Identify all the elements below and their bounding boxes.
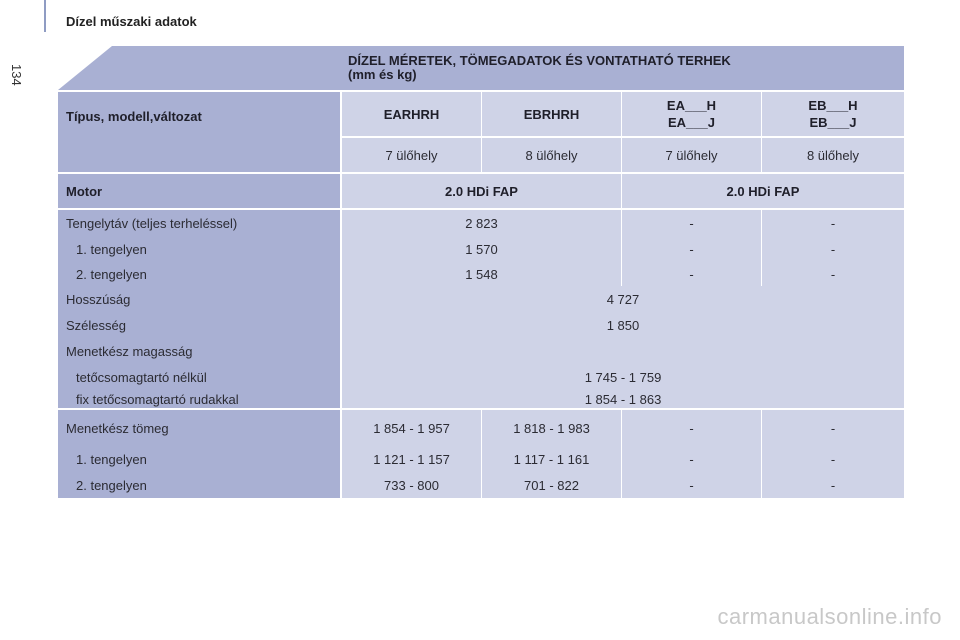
table-title-line1: DÍZEL MÉRETEK, TÖMEGADATOK ÉS VONTATHATÓ TERHEK <box>348 53 731 68</box>
width-label: Szélesség <box>58 312 340 338</box>
seats-1: 7 ülőhely <box>342 138 481 172</box>
wheelbase-axle1-v4: - <box>762 236 904 262</box>
column-divider <box>621 410 622 498</box>
table-title-line2: (mm és kg) <box>348 67 417 82</box>
variant-3-line2: EA___J <box>668 115 715 130</box>
column-divider <box>761 210 762 286</box>
wheelbase-axle1-v3: - <box>622 236 761 262</box>
length-label: Hosszúság <box>58 286 340 312</box>
column-divider <box>481 410 482 498</box>
section-title: Dízel műszaki adatok <box>66 14 197 29</box>
height-no-rack-label: tetőcsomagtartó nélkül <box>58 364 340 390</box>
type-model-label <box>58 92 340 172</box>
wheelbase-axle2-value: 1 548 <box>342 262 621 286</box>
variant-2-line1: EBRHRH <box>523 106 580 122</box>
weight-axle1-3: - <box>622 446 761 472</box>
column-divider <box>761 410 762 498</box>
weight-axle1-label: 1. tengelyen <box>58 446 340 472</box>
weight-label: Menetkész tömeg <box>58 410 340 446</box>
wheelbase-axle2-v3: - <box>622 262 761 286</box>
variant-4-line1: EB___H <box>808 98 858 113</box>
variant-1-line1: EARHRH <box>383 106 440 122</box>
variant-3 <box>622 92 761 136</box>
engine-label: Motor <box>58 174 340 208</box>
watermark: carmanualsonline.info <box>717 604 942 629</box>
page-number: 134 <box>9 64 24 86</box>
column-divider <box>621 92 622 286</box>
variant-4 <box>762 92 904 136</box>
height-no-rack-value: 1 745 - 1 759 <box>342 364 904 390</box>
weight-axle1-1: 1 121 - 1 157 <box>342 446 481 472</box>
wheelbase-axle1-value: 1 570 <box>342 236 621 262</box>
seats-4: 8 ülőhely <box>762 138 904 172</box>
type-model-label-part1: Típus, modell, <box>66 109 154 124</box>
variant-2 <box>482 92 621 136</box>
weight-axle1-2: 1 117 - 1 161 <box>482 446 621 472</box>
weight-axle2-2: 701 - 822 <box>482 472 621 498</box>
weight-axle2-1: 733 - 800 <box>342 472 481 498</box>
column-divider <box>481 92 482 172</box>
side-rule <box>44 0 46 32</box>
weight-axle2-3: - <box>622 472 761 498</box>
wheelbase-axle1-label: 1. tengelyen <box>58 236 340 262</box>
height-rack-label: fix tetőcsomagtartó rudakkal <box>58 390 340 408</box>
seats-3: 7 ülőhely <box>622 138 761 172</box>
weight-4: - <box>762 410 904 446</box>
dimensions-table <box>58 46 904 498</box>
length-value: 4 727 <box>342 286 904 312</box>
variant-3-line1: EA___H <box>666 98 717 113</box>
variant-4-line2: EB___J <box>809 115 857 130</box>
table-title <box>348 54 731 82</box>
wheelbase-axle2-label: 2. tengelyen <box>58 262 340 286</box>
width-value: 1 850 <box>342 312 904 338</box>
engine-2: 2.0 HDi FAP <box>622 174 904 208</box>
height-rack-value: 1 854 - 1 863 <box>342 390 904 408</box>
type-model-label-part2: változat <box>153 109 202 124</box>
wheelbase-v3: - <box>622 210 761 236</box>
weight-2: 1 818 - 1 983 <box>482 410 621 446</box>
column-divider <box>340 92 342 498</box>
row-divider <box>342 136 904 138</box>
weight-3: - <box>622 410 761 446</box>
weight-axle2-4: - <box>762 472 904 498</box>
height-label: Menetkész magasság <box>58 338 340 364</box>
wheelbase-value: 2 823 <box>342 210 621 236</box>
seats-2: 8 ülőhely <box>482 138 621 172</box>
row-divider <box>58 208 904 210</box>
engine-1: 2.0 HDi FAP <box>342 174 621 208</box>
weight-axle1-4: - <box>762 446 904 472</box>
wheelbase-v4: - <box>762 210 904 236</box>
column-divider <box>761 92 762 172</box>
variant-1 <box>342 92 481 136</box>
weight-axle2-label: 2. tengelyen <box>58 472 340 498</box>
wheelbase-axle2-v4: - <box>762 262 904 286</box>
row-divider <box>58 172 904 174</box>
wheelbase-label: Tengelytáv (teljes terheléssel) <box>58 210 340 236</box>
weight-1: 1 854 - 1 957 <box>342 410 481 446</box>
